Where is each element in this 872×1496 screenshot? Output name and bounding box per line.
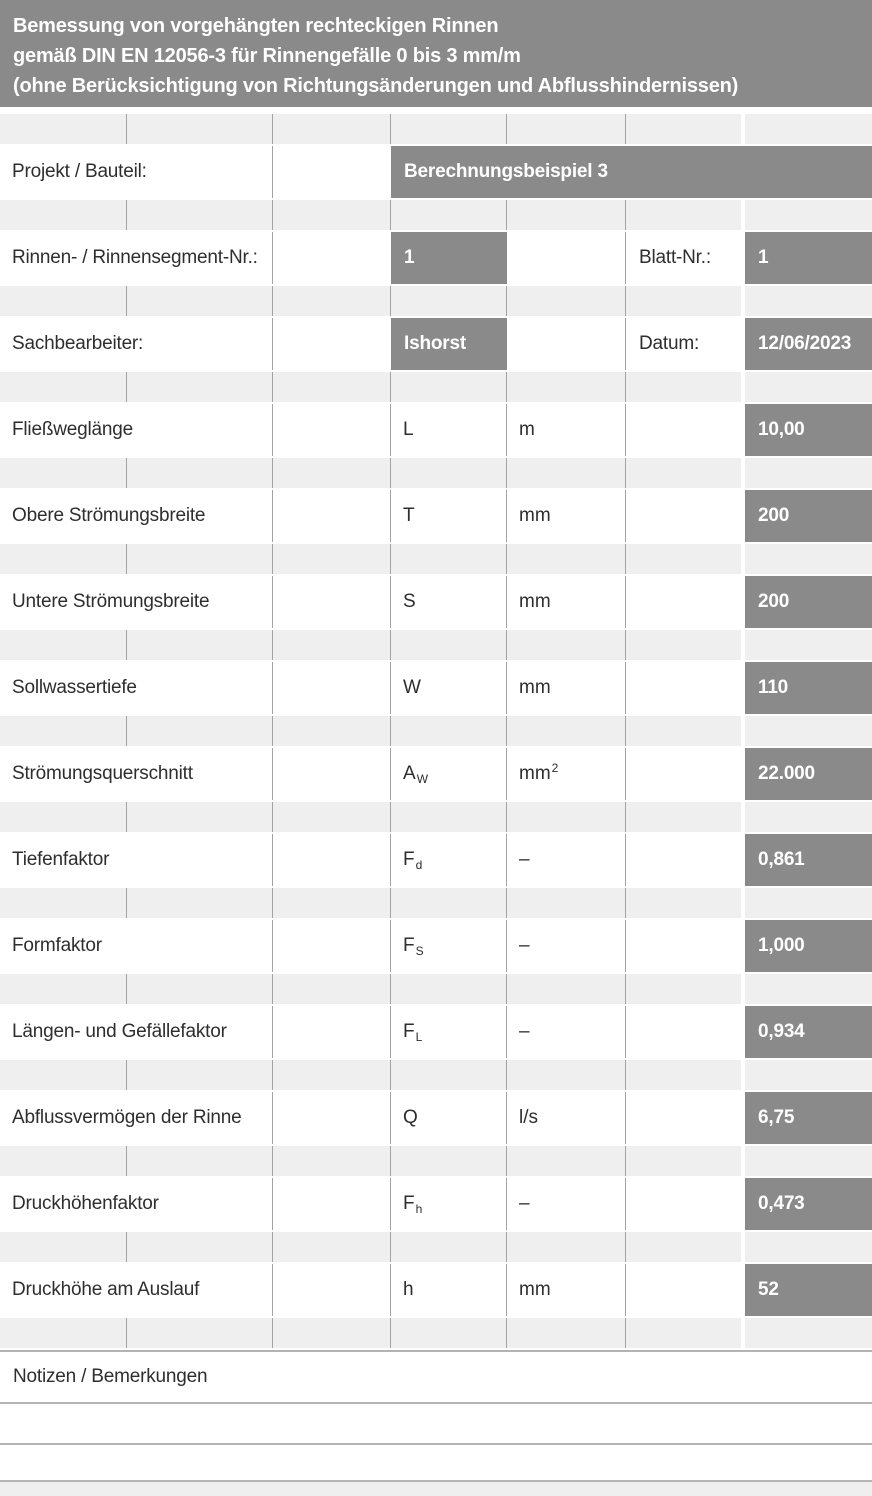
param-label: Druckhöhe am Auslauf [0,1264,273,1316]
param-unit: m [507,404,626,456]
sheet-number-field[interactable]: 1 [745,232,872,284]
empty-cell [273,1092,391,1144]
separator-stripe [0,456,872,490]
empty-cell [273,318,391,370]
project-value-field[interactable]: Berechnungsbeispiel 3 [391,146,872,198]
separator-stripe [0,1144,872,1178]
empty-cell [273,404,391,456]
empty-cell [626,662,743,714]
param-label: Druckhöhenfaktor [0,1178,273,1230]
param-symbol: A W [391,748,507,800]
param-label: Formfaktor [0,920,273,972]
param-label: Tiefenfaktor [0,834,273,886]
sheet-number-label: Blatt-Nr.: [639,247,711,268]
param-value-field[interactable]: 22.000 [745,748,872,800]
separator-stripe [0,112,872,146]
param-unit: l/s [507,1092,626,1144]
sheet-title-block [0,0,872,107]
param-label: Untere Strömungsbreite [0,576,273,628]
empty-cell [273,576,391,628]
param-row-formfaktor [0,920,872,972]
separator-stripe [0,198,872,232]
separator-stripe [0,1230,872,1264]
empty-cell [273,748,391,800]
title-line-1: Bemessung von vorgehängten rechteckigen Rinnen [13,15,499,37]
empty-cell [626,1092,743,1144]
date-label: Datum: [639,333,700,354]
notes-field-line[interactable] [0,1445,872,1482]
param-row-laengen-gefaellefaktor [0,1006,872,1058]
project-row [0,146,872,198]
bottom-band [0,1482,872,1496]
param-label: Abflussvermögen der Rinne [0,1092,273,1144]
segment-number-row [0,232,872,284]
param-row-sollwassertiefe [0,662,872,714]
param-symbol: F d [391,834,507,886]
param-symbol: S [391,576,507,628]
param-symbol: Q [391,1092,507,1144]
empty-cell [626,834,743,886]
segment-number-label: Rinnen- / Rinnensegment-Nr.: [0,232,273,284]
editor-field[interactable]: Ishorst [391,318,507,370]
empty-cell [626,1006,743,1058]
segment-number-field[interactable]: 1 [391,232,507,284]
title-line-3: (ohne Berücksichtigung von Richtungsänderungen und Abflusshindernissen) [13,75,739,97]
separator-stripe [0,628,872,662]
param-row-druckhoehe-auslauf [0,1264,872,1316]
param-symbol: T [391,490,507,542]
empty-cell [626,576,743,628]
param-symbol: h [391,1264,507,1316]
separator-stripe [0,714,872,748]
param-unit: mm [507,662,626,714]
project-label: Projekt / Bauteil: [0,146,273,198]
param-unit: mm [507,576,626,628]
empty-cell [273,1006,391,1058]
empty-cell [273,146,391,198]
date-field[interactable]: 12/06/2023 [745,318,872,370]
notes-label: Notizen / Bemerkungen [0,1350,872,1404]
param-unit: mm 2 [507,748,626,800]
param-value-field[interactable]: 6,75 [745,1092,872,1144]
param-unit: – [507,920,626,972]
param-label: Längen- und Gefällefaktor [0,1006,273,1058]
param-row-untere-stroemungsbreite [0,576,872,628]
separator-stripe [0,1316,872,1350]
param-row-druckhoehenfaktor [0,1178,872,1230]
empty-cell [626,1178,743,1230]
empty-cell [626,404,743,456]
empty-cell [273,490,391,542]
editor-row [0,318,872,370]
editor-label: Sachbearbeiter: [0,318,273,370]
param-symbol: L [391,404,507,456]
empty-cell [273,1178,391,1230]
param-symbol: F S [391,920,507,972]
param-row-stroemungsquerschnitt [0,748,872,800]
param-symbol: F L [391,1006,507,1058]
separator-stripe [0,800,872,834]
param-value-field[interactable]: 52 [745,1264,872,1316]
param-value-field[interactable]: 1,000 [745,920,872,972]
separator-stripe [0,542,872,576]
param-row-fliessweglaenge [0,404,872,456]
separator-stripe [0,1058,872,1092]
param-label: Strömungsquerschnitt [0,748,273,800]
param-unit: mm [507,1264,626,1316]
param-label: Sollwassertiefe [0,662,273,714]
empty-cell [507,318,626,370]
param-value-field[interactable]: 0,934 [745,1006,872,1058]
empty-cell [626,1264,743,1316]
param-unit: – [507,834,626,886]
empty-cell [626,748,743,800]
param-row-abflussvermoegen [0,1092,872,1144]
param-row-tiefenfaktor [0,834,872,886]
empty-cell [507,232,626,284]
param-value-field[interactable]: 200 [745,576,872,628]
param-label: Fließweglänge [0,404,273,456]
separator-stripe [0,284,872,318]
param-symbol: F h [391,1178,507,1230]
empty-cell [273,834,391,886]
empty-cell [273,232,391,284]
separator-stripe [0,886,872,920]
empty-cell [273,662,391,714]
separator-stripe [0,972,872,1006]
empty-cell [626,490,743,542]
param-value-field[interactable]: 0,861 [745,834,872,886]
param-unit: – [507,1178,626,1230]
empty-cell [626,920,743,972]
empty-cell [273,1264,391,1316]
notes-field-line[interactable] [0,1404,872,1445]
param-unit: – [507,1006,626,1058]
param-symbol: W [391,662,507,714]
param-value-field[interactable]: 110 [745,662,872,714]
empty-cell [273,920,391,972]
param-unit: mm [507,490,626,542]
param-value-field[interactable]: 10,00 [745,404,872,456]
param-label: Obere Strömungsbreite [0,490,273,542]
separator-stripe [0,370,872,404]
param-value-field[interactable]: 0,473 [745,1178,872,1230]
param-value-field[interactable]: 200 [745,490,872,542]
param-row-obere-stroemungsbreite [0,490,872,542]
title-line-2: gemäß DIN EN 12056-3 für Rinnengefälle 0 bis 3 mm/m [13,45,521,67]
